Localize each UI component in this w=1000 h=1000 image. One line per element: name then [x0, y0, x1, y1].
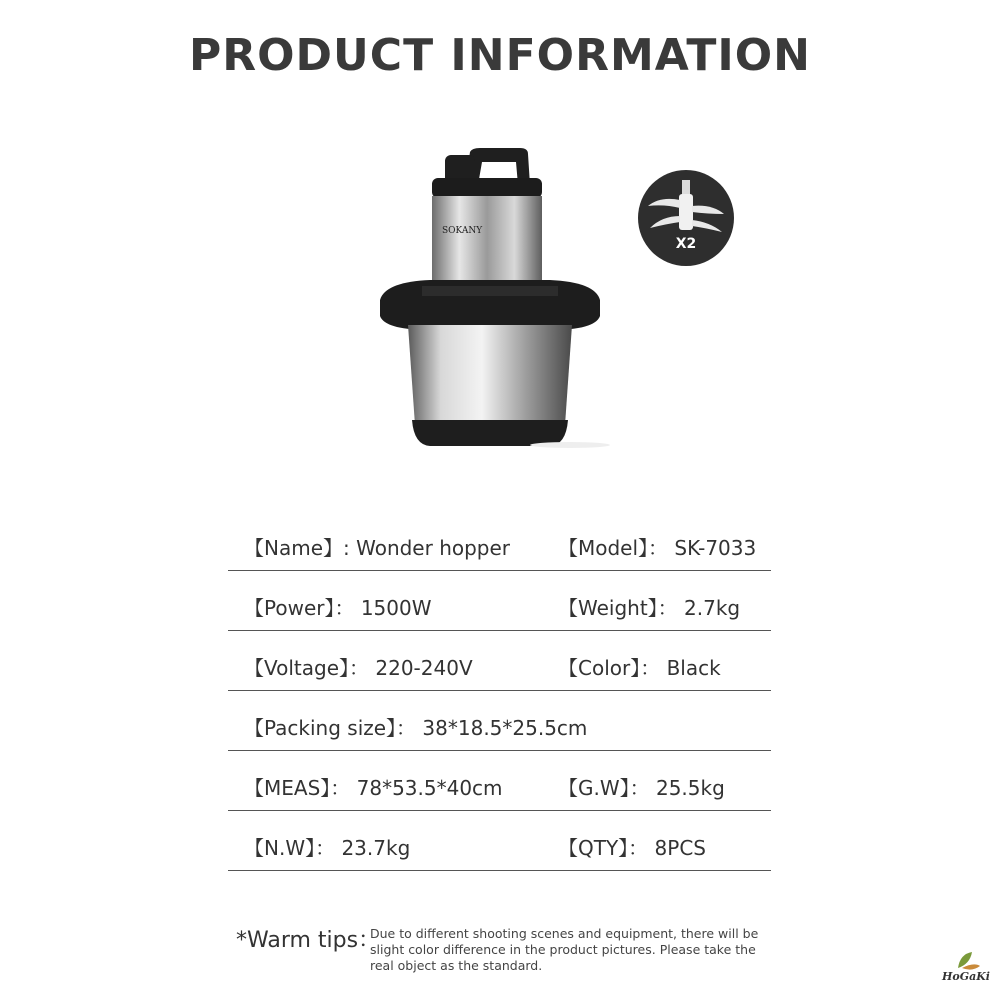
warm-tips-label: *Warm tips： — [236, 928, 381, 953]
brand-label: SOKANY — [442, 226, 483, 236]
leaf-icon — [938, 948, 994, 972]
spec-gross-weight: 【G.W】： 25.5kg — [558, 776, 725, 800]
spec-weight: 【Weight】： 2.7kg — [558, 596, 741, 620]
spec-power: 【Power】： 1500W — [244, 596, 432, 620]
spec-row — [228, 810, 771, 871]
spec-row — [228, 690, 771, 751]
spec-model: 【Model】： SK-7033 — [558, 536, 757, 560]
spec-row — [228, 750, 771, 811]
spec-row — [228, 510, 771, 571]
spec-packing-size: 【Packing size】： 38*18.5*25.5cm — [244, 716, 588, 740]
spec-row — [228, 570, 771, 631]
page-title: PRODUCT INFORMATION — [189, 30, 811, 81]
food-chopper-icon — [370, 140, 610, 460]
spec-name: 【Name】: Wonder hopper — [244, 536, 511, 560]
spec-row — [228, 630, 771, 691]
watermark-logo: HoGaKi — [938, 948, 994, 994]
warm-tips-text: Due to different shooting scenes and equipment, there will be slight color difference in the product pictures. Please take the real object as the standard. — [370, 926, 759, 973]
spec-meas: 【MEAS】： 78*53.5*40cm — [244, 776, 503, 800]
spec-net-weight: 【N.W】： 23.7kg — [244, 836, 411, 860]
spec-color: 【Color】： Black — [558, 656, 721, 680]
accessory-quantity: X2 — [675, 236, 697, 252]
accessory-badge — [638, 170, 734, 266]
spec-quantity: 【QTY】： 8PCS — [558, 836, 706, 860]
spec-voltage: 【Voltage】： 220-240V — [244, 656, 473, 680]
product-image — [370, 140, 610, 460]
